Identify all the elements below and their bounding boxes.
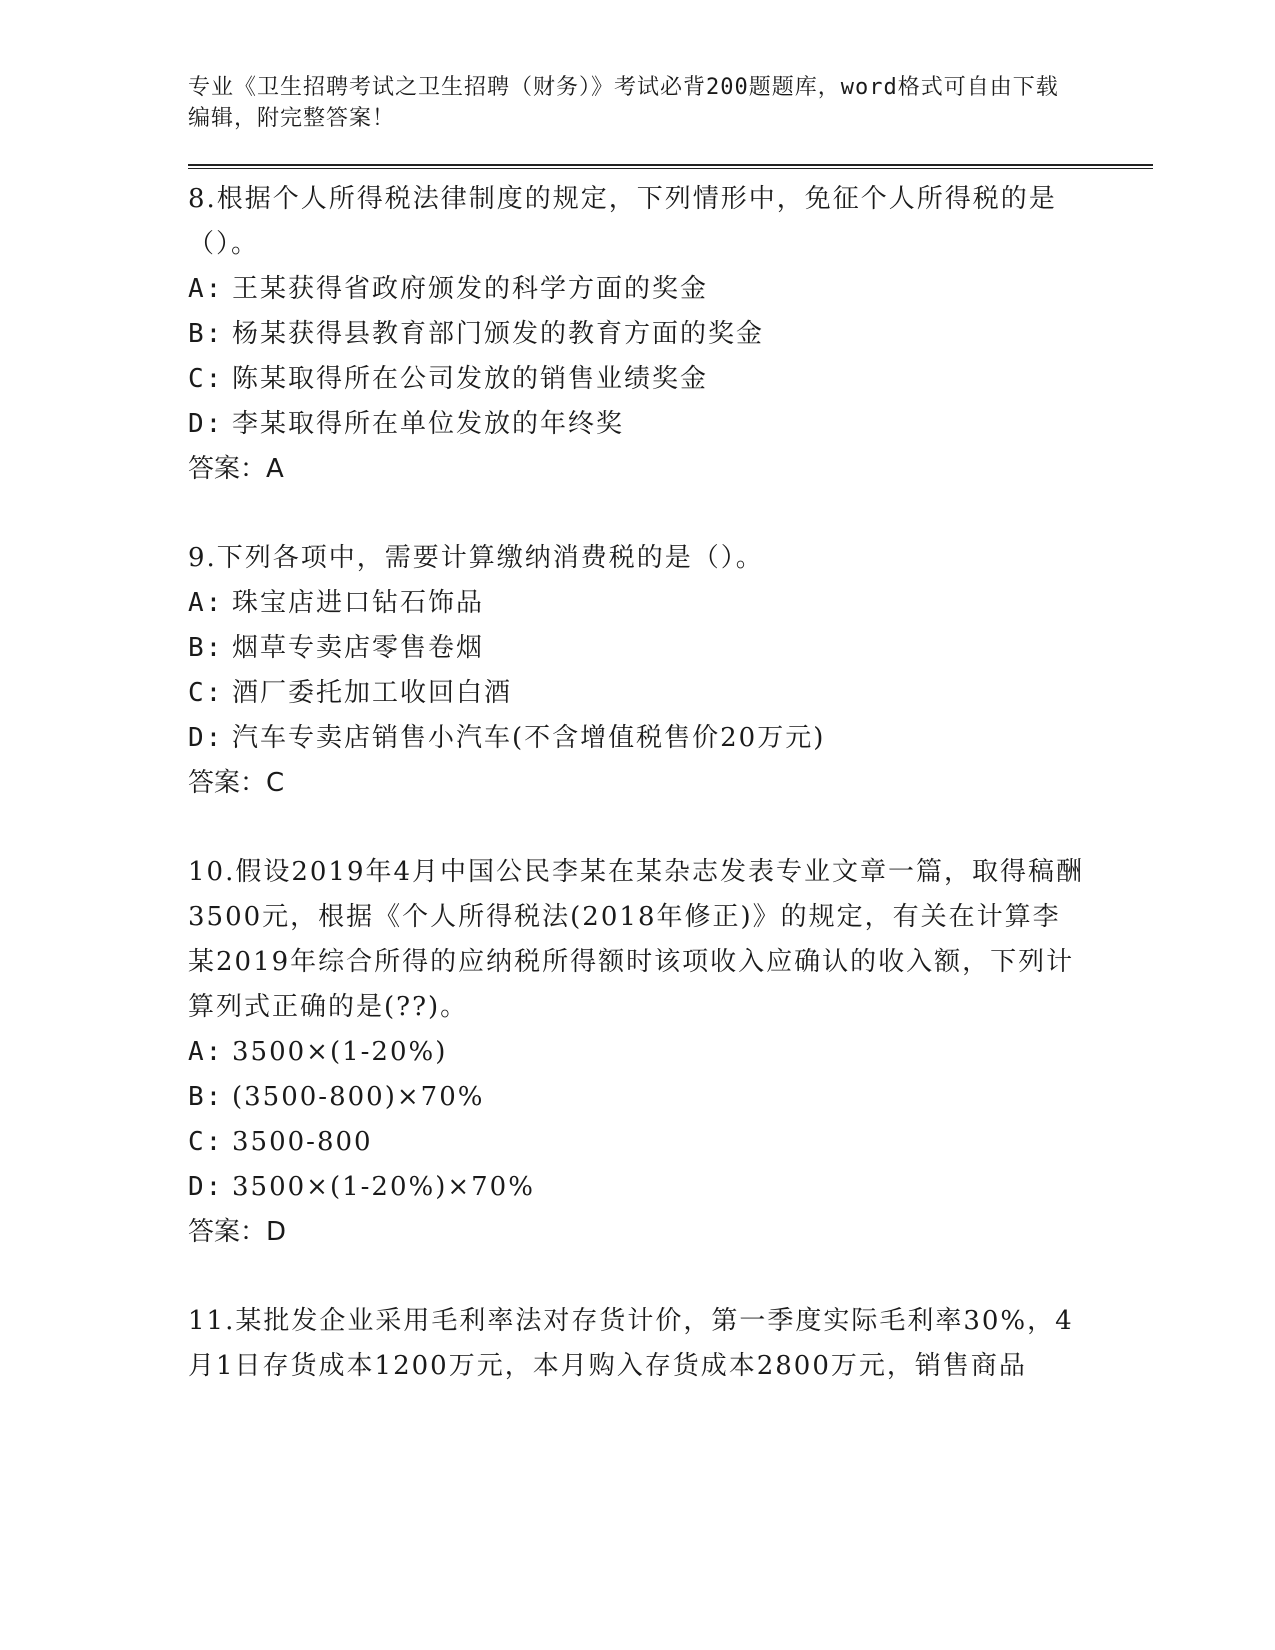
option-letter: B: — [188, 319, 224, 349]
option-letter: D: — [188, 723, 224, 753]
option-d — [188, 402, 1148, 447]
answer: 答案：D — [188, 1217, 287, 1247]
question-stem: 10.假设2019年4月中国公民李某在某杂志发表专业文章一篇，取得稿酬3500元，根据《个人所得税法(2018年修正)》的规定，有关在计算李某2019年综合所得的应纳税所得额时该项收入应确认的收入额，下列计算列式正确的是(??)。 — [188, 857, 1085, 1022]
option-letter: D: — [188, 409, 224, 439]
option-b — [188, 312, 1148, 357]
option-letter: B: — [188, 633, 224, 663]
option-letter: C: — [188, 678, 224, 708]
question-9 — [188, 536, 1148, 806]
option-letter: C: — [188, 1127, 224, 1157]
option-c — [188, 357, 1148, 402]
option-text: 烟草专卖店零售卷烟 — [232, 633, 485, 663]
option-text: 汽车专卖店销售小汽车(不含增值税售价20万元) — [232, 723, 826, 753]
document-header: 专业《卫生招聘考试之卫生招聘（财务）》考试必背200题题库，word格式可自由下载编辑，附完整答案！ — [188, 75, 1059, 131]
option-a — [188, 581, 1148, 626]
option-b — [188, 626, 1148, 671]
question-stem: 8.根据个人所得税法律制度的规定，下列情形中，免征个人所得税的是（）。 — [188, 184, 1057, 259]
question-8 — [188, 177, 1148, 492]
option-text: 李某取得所在单位发放的年终奖 — [232, 409, 625, 439]
document-page — [188, 72, 1148, 1433]
option-a — [188, 267, 1148, 312]
option-text: 王某获得省政府颁发的科学方面的奖金 — [232, 274, 709, 304]
question-11 — [188, 1299, 1148, 1389]
option-c — [188, 671, 1148, 716]
option-c — [188, 1120, 1148, 1165]
option-text: 3500×(1-20%) — [232, 1037, 448, 1067]
header-rule — [188, 164, 1153, 169]
option-a — [188, 1030, 1148, 1075]
question-10 — [188, 850, 1148, 1255]
option-letter: D: — [188, 1172, 224, 1202]
option-letter: A: — [188, 1037, 224, 1067]
answer: 答案：A — [188, 454, 284, 484]
option-text: 杨某获得县教育部门颁发的教育方面的奖金 — [232, 319, 765, 349]
option-d — [188, 1165, 1148, 1210]
option-text: 陈某取得所在公司发放的销售业绩奖金 — [232, 364, 709, 394]
option-letter: C: — [188, 364, 224, 394]
option-text: 3500×(1-20%)×70% — [232, 1172, 535, 1202]
question-stem: 11.某批发企业采用毛利率法对存货计价，第一季度实际毛利率30%，4月1日存货成本1200万元，本月购入存货成本2800万元，销售商品 — [188, 1306, 1074, 1381]
option-letter: B: — [188, 1082, 224, 1112]
answer: 答案：C — [188, 768, 285, 798]
option-letter: A: — [188, 274, 224, 304]
option-b — [188, 1075, 1148, 1120]
option-text: 珠宝店进口钻石饰品 — [232, 588, 485, 618]
option-letter: A: — [188, 588, 224, 618]
question-stem: 9.下列各项中，需要计算缴纳消费税的是（）。 — [188, 543, 764, 573]
question-list — [188, 177, 1148, 1389]
option-text: (3500-800)×70% — [232, 1082, 485, 1112]
option-text: 酒厂委托加工收回白酒 — [232, 678, 513, 708]
option-d — [188, 716, 1148, 761]
option-text: 3500-800 — [232, 1127, 373, 1157]
